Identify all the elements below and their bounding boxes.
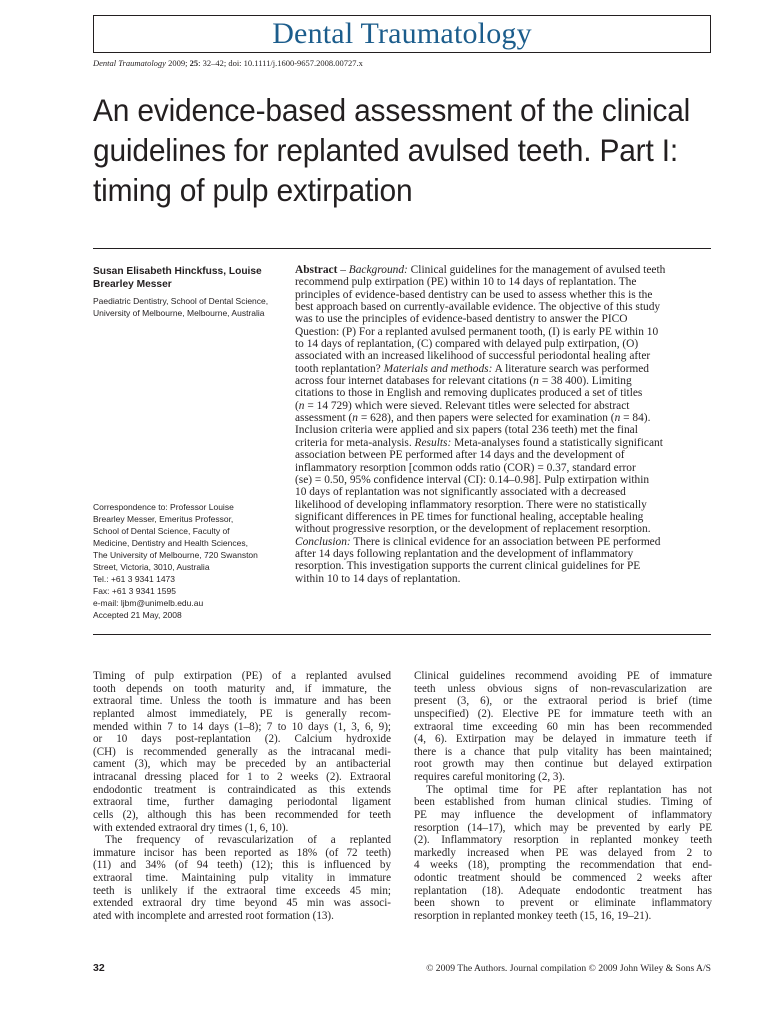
body-text-line: been shown to prevent or eliminate inflammatory xyxy=(414,897,712,910)
body-text-line: tooth depends on tooth maturity and, if immature, the xyxy=(93,682,391,695)
correspondence-line: Correspondence to: Professor Louise xyxy=(93,502,234,512)
body-text-line: ated with incomplete and arrested root formation (13). xyxy=(93,909,334,922)
body-text-line: immature incisor has been reported as 18% (of 72 teeth) xyxy=(93,846,391,859)
body-text-line: cament (3), which may be preceded by an antibacterial xyxy=(93,758,391,771)
citation-journal-name: Dental Traumatology xyxy=(93,58,166,68)
abstract-line: within 10 to 14 days of replantation. xyxy=(295,572,461,585)
abstract-line: after 14 days following replantation and the development of inflammatory xyxy=(295,547,634,560)
abstract-line: (se) = 0.50, 95% confidence interval (CI): 0.14–0.98]. Pulp extirpation within xyxy=(295,473,650,486)
abstract-line: Question: (P) For a replanted avulsed permanent tooth, (I) is early PE within 10 xyxy=(295,325,659,338)
body-text-line: extraoral time. Maintaining pulp vitality in immature xyxy=(93,872,391,884)
citation-year: 2009; xyxy=(165,58,190,68)
author-line: Susan Elisabeth Hinckfuss, Louise xyxy=(93,266,262,277)
body-text-line: mended within 7 to 14 days (1–8); 7 to 10 days (1, 3, 6, 9); xyxy=(93,720,391,733)
journal-header-box xyxy=(93,15,711,53)
abstract-line: associated with an increased likelihood of successful periodontal healing after xyxy=(295,350,651,363)
body-text-line: endodontic treatment is contraindicated as this extends xyxy=(93,783,391,796)
abstract-line: 10 days of replantation was not significantly associated with a decreased xyxy=(295,486,626,499)
abstract-line: significant differences in PE times for functional healing, acceptable healing xyxy=(295,510,644,523)
correspondence-line: Tel.: +61 3 9341 1473 xyxy=(93,574,175,584)
body-text-line: (4, 6). Extirpation may be delayed in immature teeth if xyxy=(414,733,712,746)
body-text-line: requires careful monitoring (2, 3). xyxy=(414,771,565,783)
abstract-line: Abstract – Background: Clinical guidelines for the management of avulsed teeth xyxy=(295,264,666,276)
body-text-line: extended extraoral dry time beyond 45 min was associ- xyxy=(93,897,391,910)
body-text-line: 4 weeks (18), prompting the recommendation that end- xyxy=(414,859,712,872)
abstract-line: recommend pulp extirpation (PE) within 10 to 14 days of replantation. The xyxy=(295,276,637,289)
correspondence-line: School of Dental Science, Faculty of xyxy=(93,526,230,536)
abstract-line: best approach based on currently-available evidence. The objective of this study xyxy=(295,301,661,314)
body-text-line: extraoral time. Unless the tooth is immature and has been xyxy=(93,695,391,708)
abstract-line: tooth replantation? Materials and methods: A literature search was performed xyxy=(295,362,649,375)
abstract-line: criteria for meta-analysis. Results: Meta-analyses found a statistically significant xyxy=(295,436,663,449)
body-text-line: teeth unless obvious signs of non-revascularization are xyxy=(414,682,712,695)
abstract-line: resorption. This investigation supports the current clinical guidelines for PE xyxy=(295,560,641,573)
affiliation-line: Paediatric Dentistry, School of Dental Science, xyxy=(93,296,269,306)
body-text-line: with extended extraoral dry times (1, 6, 10). xyxy=(93,821,289,834)
body-text-line: there is a chance that pulp vitality has been maintained; xyxy=(414,745,712,758)
body-text-line: markedly increased when PE was delayed from 2 to xyxy=(414,846,712,859)
body-text-line: intracanal dressing placed for 1 to 2 weeks (2). Extraoral xyxy=(93,771,391,783)
body-text-line: (CH) is recommended generally as the intracanal medi- xyxy=(93,745,391,758)
body-text-line: extraoral time exceeding 60 min has been recommended xyxy=(414,720,712,733)
affiliation-line: University of Melbourne, Melbourne, Australia xyxy=(93,308,265,318)
abstract-line: assessment (n = 628), and then papers were selected for examination (n = 84). xyxy=(295,412,651,425)
abstract-line: Inclusion criteria were applied and six papers (total 236 teeth) met the final xyxy=(295,424,638,437)
body-text-line: cells (2), although this has been recommended for teeth xyxy=(93,808,391,821)
body-text-line: unspecified) (2). Elective PE for immature teeth with an xyxy=(414,707,712,720)
abstract-line: (n = 14 729) which were sieved. Relevant titles were selected for abstract xyxy=(295,399,630,412)
body-text-line: resorption in replanted monkey teeth (15, 16, 19–21). xyxy=(414,909,652,922)
body-text-line: resorption (14–17), which may be prevented by early PE xyxy=(414,821,712,834)
correspondence-block xyxy=(93,501,283,609)
abstract-line: likelihood of developing inflammatory resorption. There were no statistically xyxy=(295,498,647,511)
divider-bottom xyxy=(93,634,711,635)
journal-title: Dental Traumatology xyxy=(272,17,532,50)
body-text-line: (2). Inflammatory resorption in replanted monkey teeth xyxy=(414,834,712,847)
correspondence-line: e-mail: ljbm@unimelb.edu.au xyxy=(93,598,204,608)
abstract-line: inflammatory resorption [common odds ratio (COR) = 0.37, standard error xyxy=(295,461,636,474)
body-text-line: The frequency of revascularization of a replanted xyxy=(105,834,391,847)
body-text-line: or 10 days post-replantation (2). Calcium hydroxide xyxy=(93,733,391,746)
abstract-line: was to use the principles of evidence-based dentistry to answer the PICO xyxy=(295,313,628,326)
accepted-date: Accepted 21 May, 2008 xyxy=(93,610,182,620)
body-text-line: replantation (18). Adequate endodontic treatment has xyxy=(414,884,712,897)
body-text-line: teeth is unlikely if the extraoral time exceeds 45 min; xyxy=(93,884,391,897)
citation-line xyxy=(93,58,363,68)
correspondence-line: Street, Victoria, 3010, Australia xyxy=(93,562,210,572)
article-title-line: guidelines for replanted avulsed teeth. Part I: xyxy=(93,132,678,168)
body-text-line: root growth may then continue but delayed extirpation xyxy=(414,758,712,771)
abstract-line: across four internet databases for relevant citations (n = 38 400). Limiting xyxy=(295,375,632,388)
article-title-line: timing of pulp extirpation xyxy=(93,172,413,208)
body-column-left xyxy=(93,670,391,923)
copyright-notice: © 2009 The Authors. Journal compilation © 2009 John Wiley & Sons A/S xyxy=(426,963,711,974)
body-text-line: Clinical guidelines recommend avoiding PE of immature xyxy=(414,670,712,682)
correspondence-line: The University of Melbourne, 720 Swanston xyxy=(93,550,258,560)
correspondence-line: Brearley Messer, Emeritus Professor, xyxy=(93,514,234,524)
body-column-right xyxy=(414,670,712,923)
body-text-line: The optimal time for PE after replantation has not xyxy=(426,783,712,796)
author-names xyxy=(93,265,283,291)
abstract-line: principles of evidence-based dentistry can be used to assess whether this is the xyxy=(295,288,653,301)
citation-volume: 25 xyxy=(189,58,199,68)
correspondence-line: Fax: +61 3 9341 1595 xyxy=(93,586,176,596)
divider-top xyxy=(93,248,711,249)
article-title-line: An evidence-based assessment of the clinical xyxy=(93,92,691,128)
author-affiliation xyxy=(93,295,283,319)
correspondence-line: Medicine, Dentistry and Health Sciences, xyxy=(93,538,248,548)
author-line: Brearley Messer xyxy=(93,279,172,290)
body-text-line: PE may influence the development of inflammatory xyxy=(414,808,712,821)
citation-pages-doi: : 32–42; doi: 10.1111/j.1600-9657.2008.00727.x xyxy=(198,58,363,68)
page-number: 32 xyxy=(93,962,105,974)
body-text-line: extraoral time, further damaging periodontal ligament xyxy=(93,796,391,809)
body-text-line: been established from human clinical studies. Timing of xyxy=(414,796,712,809)
abstract-line: Conclusion: There is clinical evidence for an association between PE performed xyxy=(295,535,661,548)
abstract xyxy=(295,264,715,585)
abstract-line: without progressive resorption, or the development of replacement resorption. xyxy=(295,523,651,536)
article-title xyxy=(93,90,701,210)
body-text-line: replanted almost immediately, PE is generally recom- xyxy=(93,707,391,720)
body-text-line: present (3, 6), or the extraoral period is brief (time xyxy=(414,695,712,708)
body-text-line: (11) and 34% (of 94 teeth) (12); this is influenced by xyxy=(93,859,391,872)
abstract-line: association between PE performed after 14 days and the development of xyxy=(295,449,625,462)
abstract-line: to 14 days of replantation, (C) compared with delayed pulp extirpation, (O) xyxy=(295,338,639,351)
body-text-line: odontic treatment should be commenced 2 weeks after xyxy=(414,872,712,884)
body-text-line: Timing of pulp extirpation (PE) of a replanted avulsed xyxy=(93,670,391,682)
abstract-line: citations to those in English and removing duplicates produced a set of titles xyxy=(295,387,643,400)
